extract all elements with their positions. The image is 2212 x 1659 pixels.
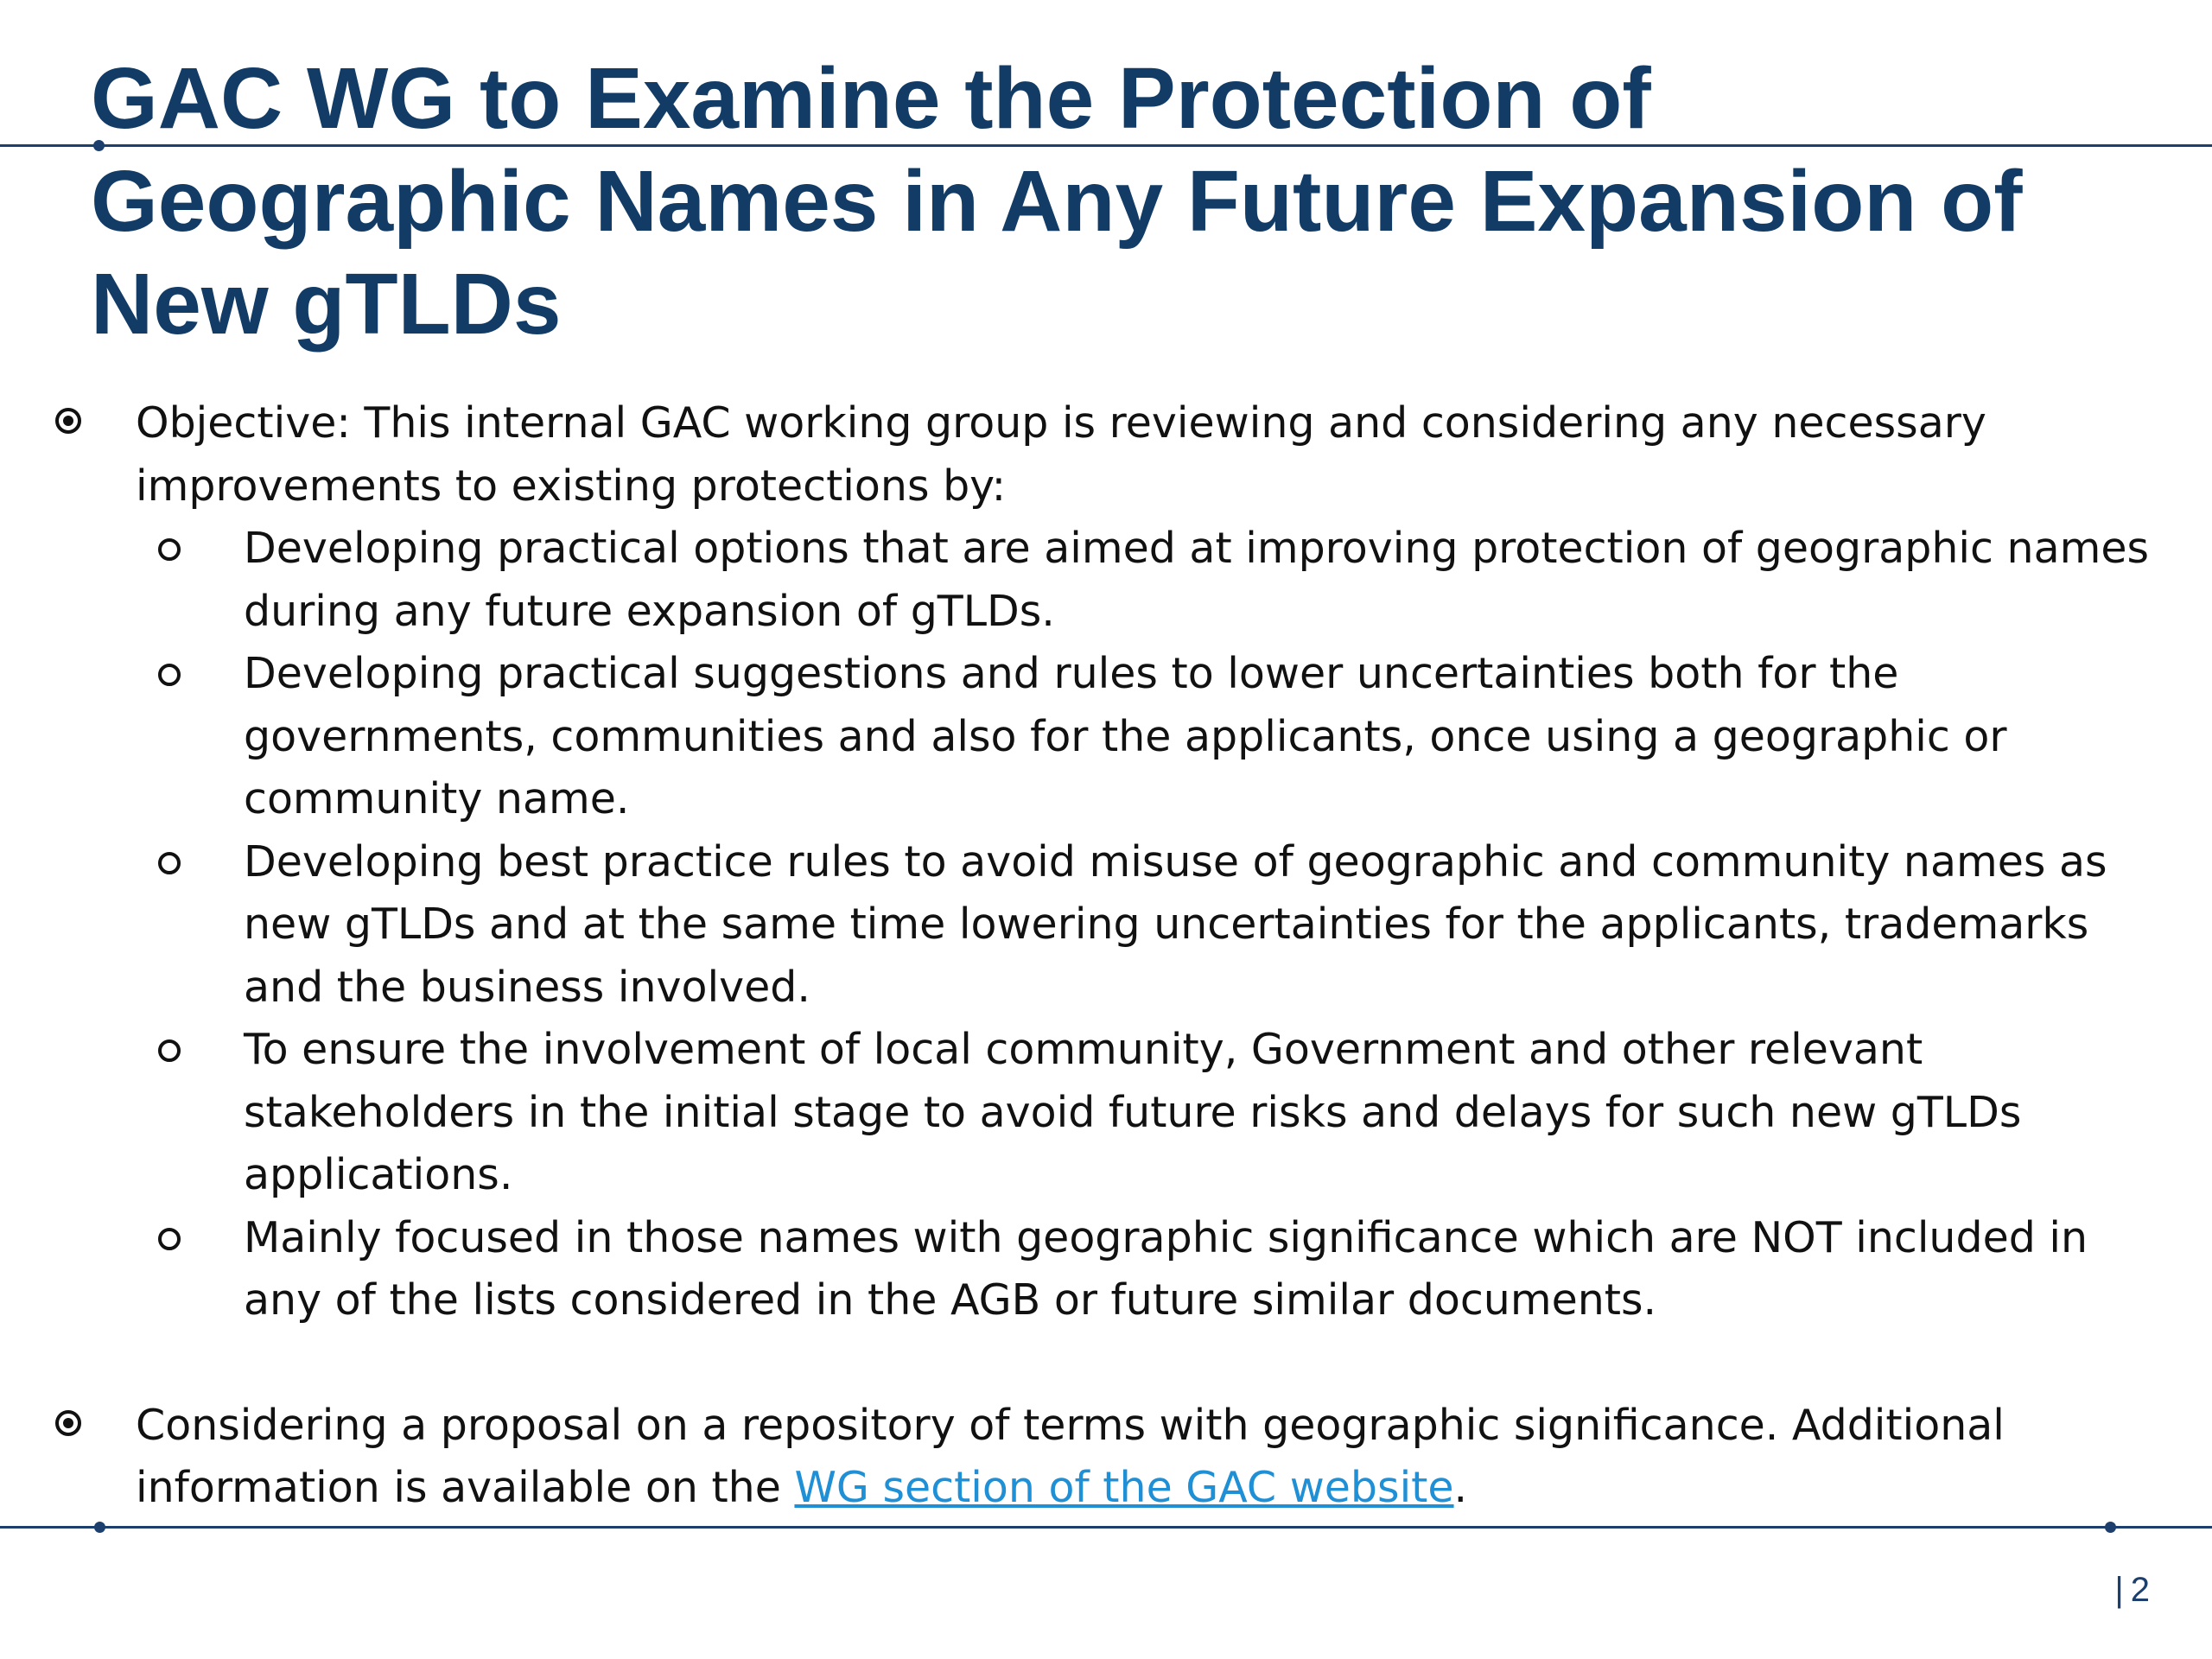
list-item (52, 1019, 2160, 1207)
list-item-text: Developing practical suggestions and rules to lower uncertainties both for the governments, communities and also for the applicants, once using a geographic or community name. (244, 649, 2007, 823)
list-item-text: Mainly focused in those names with geographic significance which are NOT included in any of the lists considered in the AGB or future similar documents. (244, 1212, 2088, 1325)
bullet-text-after-link: . (1453, 1463, 1468, 1512)
list-item-text: To ensure the involvement of local community, Government and other relevant stakeholders in the initial stage to avoid future risks and delays for such new gTLDs applications. (244, 1025, 2022, 1199)
bottom-rule-right-dot-icon (2105, 1522, 2116, 1533)
hollow-circle-bullet-icon (158, 852, 181, 874)
list-item-text: Developing practical options that are aimed at improving protection of geographic names during any future expansion of gTLDs. (244, 524, 2150, 636)
list-item (52, 831, 2160, 1020)
bullet-text: Objective: This internal GAC working group is reviewing and considering any necessary improvements to existing protections by: (136, 398, 1986, 511)
wg-section-link[interactable]: WG section of the GAC website (794, 1463, 1454, 1512)
list-item-text: Developing best practice rules to avoid misuse of geographic and community names as new gTLDs and at the same time lowering uncertainties for the applicants, trademarks and the business involved. (244, 836, 2107, 1012)
bullet-repository (52, 1395, 2160, 1520)
objective-sublist (52, 518, 2160, 1332)
slide-title: GAC WG to Examine the Protection of Geographic Names in Any Future Expansion of New gTLDs (91, 50, 2023, 353)
filled-circle-bullet-icon (55, 1410, 81, 1436)
bullet-text-before-link: Considering a proposal on a repository of terms with geographic significance. Additional information is available on the (136, 1400, 2005, 1512)
filled-circle-bullet-icon (55, 408, 81, 434)
hollow-circle-bullet-icon (158, 1039, 181, 1062)
hollow-circle-bullet-icon (158, 538, 181, 561)
list-item (52, 518, 2160, 643)
bottom-rule (0, 1526, 2212, 1529)
spacer (52, 1332, 2160, 1395)
hollow-circle-bullet-icon (158, 1228, 181, 1250)
bullet-objective (52, 392, 2160, 518)
bottom-rule-left-dot-icon (94, 1522, 105, 1533)
page-number-separator: | (2114, 1571, 2124, 1609)
page-number (2114, 1571, 2150, 1610)
hollow-circle-bullet-icon (158, 664, 181, 686)
list-item (52, 643, 2160, 831)
page-number-value: 2 (2130, 1571, 2150, 1609)
list-item (52, 1207, 2160, 1332)
slide-content (52, 392, 2160, 1520)
